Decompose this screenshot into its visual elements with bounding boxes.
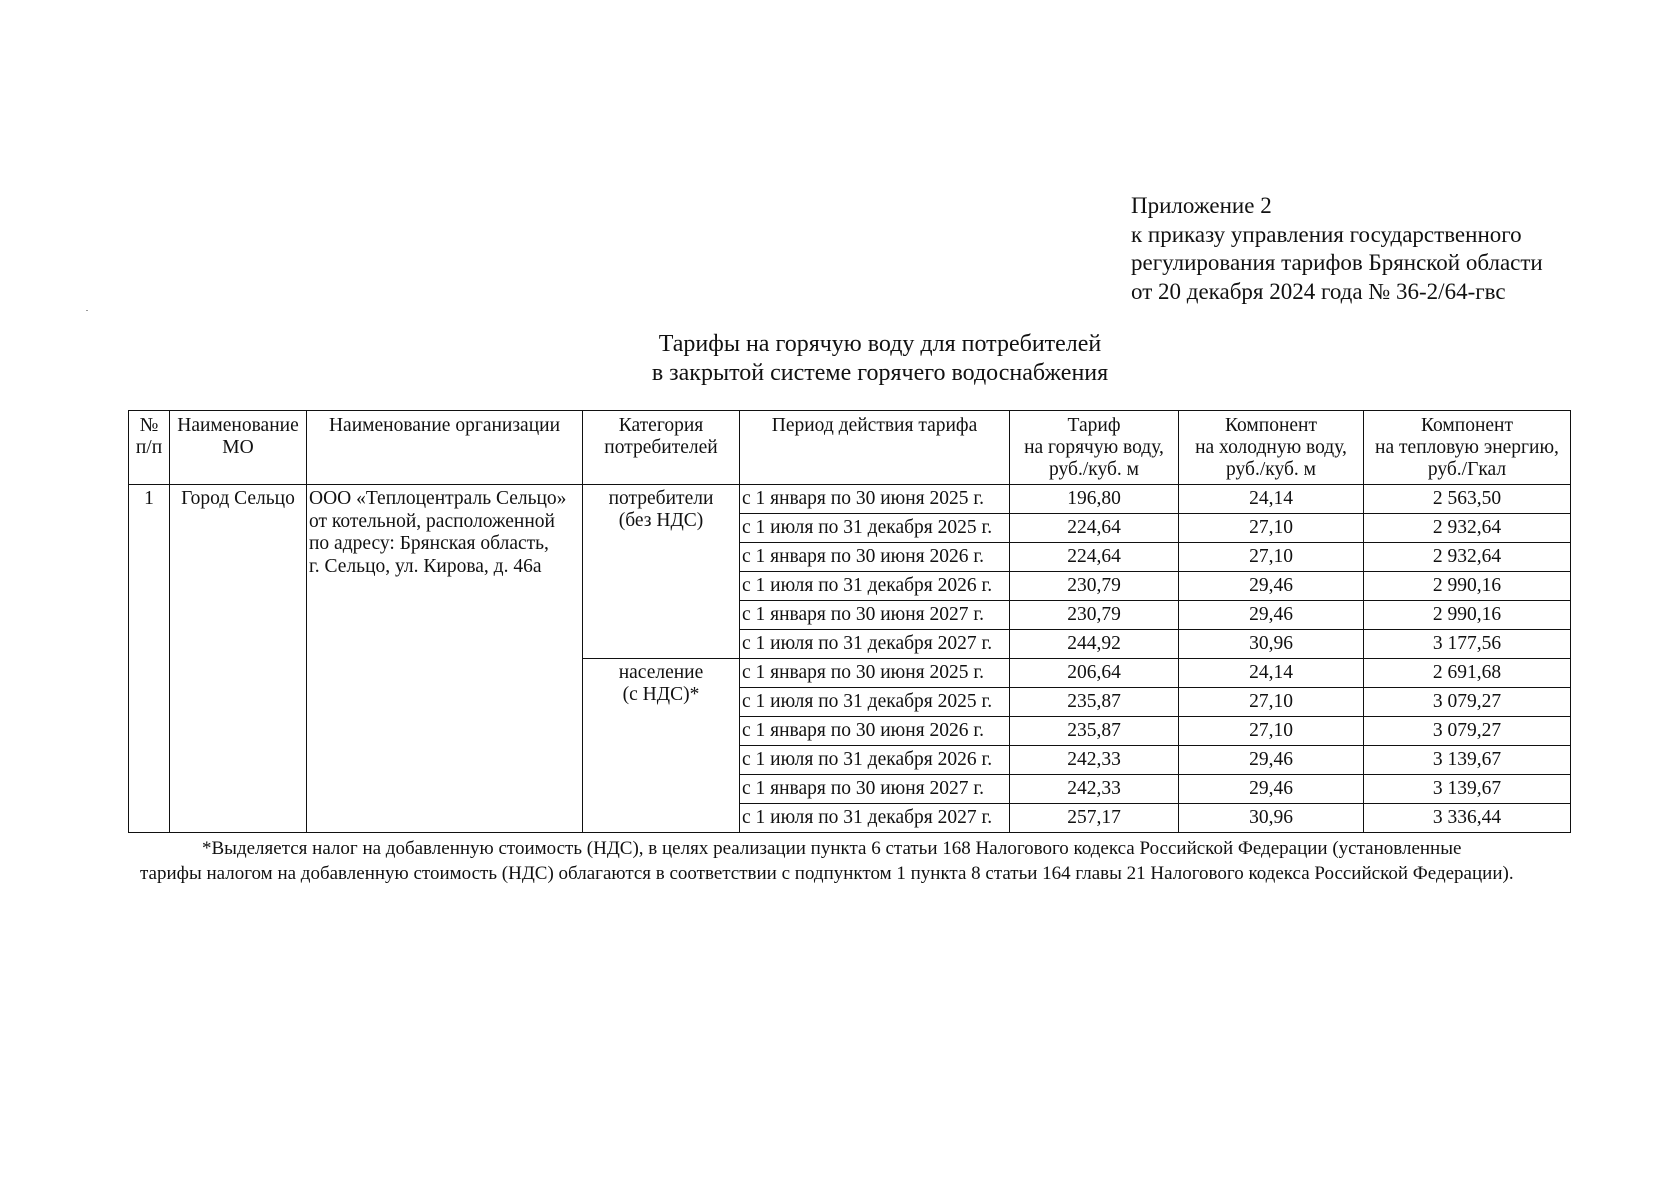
- header-cold-line: руб./куб. м: [1226, 459, 1316, 480]
- cell-tariff: 244,92: [1010, 630, 1179, 659]
- cell-num: 1: [129, 485, 170, 833]
- header-num-line: п/п: [135, 437, 163, 458]
- cell-heat: 3 336,44: [1364, 804, 1571, 833]
- footnote: [140, 836, 1556, 886]
- header-category: [583, 411, 740, 485]
- cell-period: с 1 января по 30 июня 2027 г.: [740, 775, 1010, 804]
- header-org-line: Наименование организации: [328, 415, 561, 436]
- cell-heat: 2 932,64: [1364, 514, 1571, 543]
- cell-tariff: 235,87: [1010, 717, 1179, 746]
- cell-heat: 3 079,27: [1364, 717, 1571, 746]
- cell-tariff: 242,33: [1010, 746, 1179, 775]
- appendix-line: регулирования тарифов Брянской области: [1131, 250, 1543, 275]
- header-mo-line: Наименование: [177, 415, 299, 436]
- header-category-line: потребителей: [604, 437, 718, 458]
- cell-period: с 1 июля по 31 декабря 2026 г.: [740, 746, 1010, 775]
- cell-cold: 27,10: [1179, 688, 1364, 717]
- header-num: [129, 411, 170, 485]
- header-tariff-line: на горячую воду,: [1024, 437, 1164, 458]
- header-heat-line: руб./Гкал: [1427, 459, 1507, 480]
- title-line: Тарифы на горячую воду для потребителей: [658, 331, 1102, 357]
- header-mo-line: МО: [222, 437, 254, 458]
- cell-period: с 1 января по 30 июня 2025 г.: [740, 485, 1010, 514]
- header-mo: [170, 411, 307, 485]
- cell-cold: 24,14: [1179, 485, 1364, 514]
- cell-cold: 27,10: [1179, 543, 1364, 572]
- cell-mo: Город Сельцо: [170, 485, 307, 833]
- cell-heat: 3 139,67: [1364, 746, 1571, 775]
- cell-org: [307, 485, 583, 833]
- cell-period: с 1 января по 30 июня 2027 г.: [740, 601, 1010, 630]
- cell-heat: 3 139,67: [1364, 775, 1571, 804]
- org-line: г. Сельцо, ул. Кирова, д. 46а: [309, 555, 542, 577]
- cell-cold: 29,46: [1179, 775, 1364, 804]
- cell-heat: 2 563,50: [1364, 485, 1571, 514]
- cell-heat: 2 932,64: [1364, 543, 1571, 572]
- cell-period: с 1 января по 30 июня 2025 г.: [740, 659, 1010, 688]
- cell-cold: 27,10: [1179, 717, 1364, 746]
- cell-period: с 1 июля по 31 декабря 2026 г.: [740, 572, 1010, 601]
- cell-cold: 29,46: [1179, 572, 1364, 601]
- cell-tariff: 196,80: [1010, 485, 1179, 514]
- cell-period: с 1 января по 30 июня 2026 г.: [740, 543, 1010, 572]
- header-category-line: Категория: [618, 415, 704, 436]
- header-heat: [1364, 411, 1571, 485]
- footnote-line: *Выделяется налог на добавленную стоимость (НДС), в целях реализации пункта 6 статьи 168 Налогового кодекса Российской Федерации (установленные: [202, 838, 1462, 859]
- cell-period: с 1 июля по 31 декабря 2027 г.: [740, 630, 1010, 659]
- cell-heat: 2 990,16: [1364, 572, 1571, 601]
- category-line: население: [618, 662, 704, 683]
- org-line: ООО «Теплоцентраль Сельцо»: [309, 488, 567, 509]
- cell-period: с 1 января по 30 июня 2026 г.: [740, 717, 1010, 746]
- cell-heat: 2 990,16: [1364, 601, 1571, 630]
- cell-period: с 1 июля по 31 декабря 2027 г.: [740, 804, 1010, 833]
- cell-cold: 29,46: [1179, 601, 1364, 630]
- tariff-table: [128, 410, 1571, 833]
- cell-tariff: 257,17: [1010, 804, 1179, 833]
- document-title: [0, 330, 1669, 388]
- cell-cold: 30,96: [1179, 630, 1364, 659]
- footnote-line: тарифы налогом на добавленную стоимость (НДС) облагаются в соответствии с подпунктом 1 пункта 8 статьи 164 главы 21 Налогового кодекса Российской Федерации).: [140, 863, 1514, 884]
- cell-tariff: 206,64: [1010, 659, 1179, 688]
- cell-tariff: 230,79: [1010, 601, 1179, 630]
- header-period: [740, 411, 1010, 485]
- title-line: в закрытой системе горячего водоснабжения: [651, 360, 1109, 386]
- category-line: (без НДС): [618, 510, 704, 531]
- header-tariff-line: Тариф: [1067, 415, 1121, 436]
- category-line: (с НДС)*: [622, 684, 700, 705]
- header-num-line: №: [139, 415, 159, 436]
- cell-heat: 3 177,56: [1364, 630, 1571, 659]
- appendix-line: Приложение 2: [1131, 193, 1272, 218]
- header-heat-line: на тепловую энергию,: [1375, 437, 1559, 458]
- cell-tariff: 230,79: [1010, 572, 1179, 601]
- table-header-row: [129, 411, 1571, 485]
- cell-heat: 2 691,68: [1364, 659, 1571, 688]
- header-org: [307, 411, 583, 485]
- cell-cold: 29,46: [1179, 746, 1364, 775]
- cell-cold: 24,14: [1179, 659, 1364, 688]
- header-period-line: Период действия тарифа: [771, 415, 978, 436]
- cell-cold: 27,10: [1179, 514, 1364, 543]
- appendix-line: к приказу управления государственного: [1131, 221, 1522, 247]
- appendix-line: от 20 декабря 2024 года № 36-2/64-гвс: [1131, 278, 1506, 304]
- header-tariff: [1010, 411, 1179, 485]
- org-line: по адресу: Брянская область,: [309, 533, 549, 554]
- cell-tariff: 224,64: [1010, 543, 1179, 572]
- header-cold: [1179, 411, 1364, 485]
- header-heat-line: Компонент: [1421, 415, 1513, 436]
- cell-period: с 1 июля по 31 декабря 2025 г.: [740, 688, 1010, 717]
- header-cold-line: на холодную воду,: [1195, 437, 1347, 458]
- header-cold-line: Компонент: [1225, 415, 1317, 436]
- cell-tariff: 235,87: [1010, 688, 1179, 717]
- header-tariff-line: руб./куб. м: [1049, 459, 1139, 480]
- category-line: потребители: [608, 488, 714, 509]
- table-row: [129, 485, 1571, 514]
- cell-period: с 1 июля по 31 декабря 2025 г.: [740, 514, 1010, 543]
- scan-speck: [86, 310, 88, 311]
- cell-tariff: 242,33: [1010, 775, 1179, 804]
- org-line: от котельной, расположенной: [309, 510, 555, 532]
- cell-category: [583, 485, 740, 659]
- cell-category: [583, 659, 740, 833]
- cell-heat: 3 079,27: [1364, 688, 1571, 717]
- appendix-block: [1131, 192, 1543, 306]
- cell-tariff: 224,64: [1010, 514, 1179, 543]
- cell-cold: 30,96: [1179, 804, 1364, 833]
